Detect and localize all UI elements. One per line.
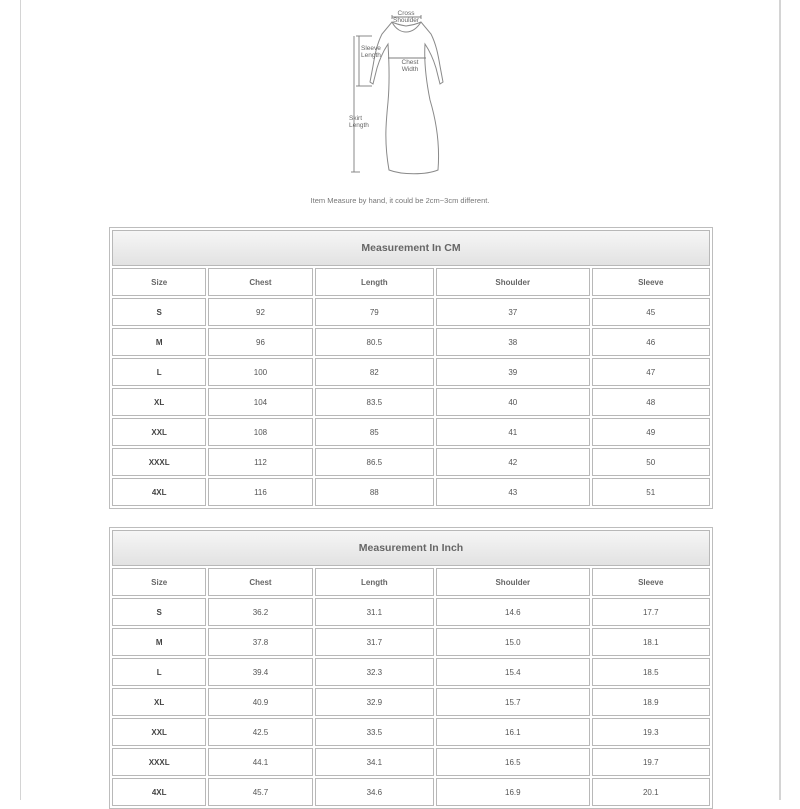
measure-cell: 39.4 xyxy=(208,658,312,686)
size-cell: S xyxy=(112,598,206,626)
measure-cell: 100 xyxy=(208,358,312,386)
measurement-note: Item Measure by hand, it could be 2cm~3cm different. xyxy=(310,196,490,205)
measure-cell: 15.7 xyxy=(436,688,590,716)
measure-cell: 104 xyxy=(208,388,312,416)
measure-cell: 32.9 xyxy=(315,688,434,716)
table-row xyxy=(112,748,710,776)
measure-cell: 33.5 xyxy=(315,718,434,746)
page-border-right xyxy=(779,0,781,800)
column-header: Sleeve xyxy=(592,568,710,596)
measure-cell: 40 xyxy=(436,388,590,416)
label-skirt-length-line1: Skirt xyxy=(349,115,362,122)
table-row xyxy=(112,388,710,416)
measure-cell: 41 xyxy=(436,418,590,446)
measure-cell: 37 xyxy=(436,298,590,326)
column-header: Size xyxy=(112,268,206,296)
measure-cell: 14.6 xyxy=(436,598,590,626)
size-cell: S xyxy=(112,298,206,326)
measure-cell: 45.7 xyxy=(208,778,312,806)
table-row xyxy=(112,688,710,716)
table-row xyxy=(112,328,710,356)
measure-cell: 16.1 xyxy=(436,718,590,746)
measure-cell: 31.7 xyxy=(315,628,434,656)
measure-cell: 20.1 xyxy=(592,778,710,806)
measure-cell: 19.3 xyxy=(592,718,710,746)
measurement-table-inch xyxy=(109,527,713,809)
measure-cell: 16.5 xyxy=(436,748,590,776)
label-sleeve-length-line1: Sleeve xyxy=(361,45,381,52)
column-header: Size xyxy=(112,568,206,596)
measure-cell: 34.1 xyxy=(315,748,434,776)
measure-cell: 18.9 xyxy=(592,688,710,716)
measure-cell: 80.5 xyxy=(315,328,434,356)
measure-cell: 31.1 xyxy=(315,598,434,626)
table-row xyxy=(112,418,710,446)
label-sleeve-length-line2: Length xyxy=(361,52,381,59)
measure-cell: 86.5 xyxy=(315,448,434,476)
measure-cell: 96 xyxy=(208,328,312,356)
measure-cell: 38 xyxy=(436,328,590,356)
table-row xyxy=(112,478,710,506)
measure-cell: 17.7 xyxy=(592,598,710,626)
label-cross-shoulder-line1: Cross xyxy=(397,10,415,17)
table-row xyxy=(112,358,710,386)
column-header: Length xyxy=(315,568,434,596)
measure-cell: 36.2 xyxy=(208,598,312,626)
size-cell: XL xyxy=(112,388,206,416)
measure-cell: 108 xyxy=(208,418,312,446)
table-header-row xyxy=(112,268,710,296)
size-cell: 4XL xyxy=(112,478,206,506)
measure-cell: 32.3 xyxy=(315,658,434,686)
measurement-table-cm xyxy=(109,227,713,509)
measure-cell: 47 xyxy=(592,358,710,386)
measure-cell: 116 xyxy=(208,478,312,506)
measure-cell: 42.5 xyxy=(208,718,312,746)
measure-cell: 82 xyxy=(315,358,434,386)
measure-cell: 112 xyxy=(208,448,312,476)
measure-cell: 50 xyxy=(592,448,710,476)
table-title: Measurement In Inch xyxy=(112,530,710,566)
table-row xyxy=(112,778,710,806)
size-cell: XL xyxy=(112,688,206,716)
table-row xyxy=(112,658,710,686)
measure-cell: 18.5 xyxy=(592,658,710,686)
measure-cell: 49 xyxy=(592,418,710,446)
measure-cell: 46 xyxy=(592,328,710,356)
label-skirt-length-line2: Length xyxy=(349,122,369,129)
measure-cell: 34.6 xyxy=(315,778,434,806)
size-cell: XXXL xyxy=(112,448,206,476)
size-cell: L xyxy=(112,358,206,386)
size-cell: XXL xyxy=(112,718,206,746)
measure-cell: 15.0 xyxy=(436,628,590,656)
table-row xyxy=(112,298,710,326)
measure-cell: 45 xyxy=(592,298,710,326)
measure-cell: 51 xyxy=(592,478,710,506)
label-chest-width-line2: Width xyxy=(401,66,419,73)
measure-cell: 48 xyxy=(592,388,710,416)
column-header: Length xyxy=(315,268,434,296)
measure-cell: 15.4 xyxy=(436,658,590,686)
size-cell: XXL xyxy=(112,418,206,446)
table-row xyxy=(112,448,710,476)
size-cell: M xyxy=(112,328,206,356)
measure-cell: 44.1 xyxy=(208,748,312,776)
table-title: Measurement In CM xyxy=(112,230,710,266)
column-header: Chest xyxy=(208,568,312,596)
measure-cell: 40.9 xyxy=(208,688,312,716)
table-row xyxy=(112,628,710,656)
size-cell: 4XL xyxy=(112,778,206,806)
label-cross-shoulder-line2: Shoulder xyxy=(392,17,420,24)
table-row xyxy=(112,598,710,626)
measure-cell: 37.8 xyxy=(208,628,312,656)
column-header: Chest xyxy=(208,268,312,296)
column-header: Shoulder xyxy=(436,568,590,596)
measure-cell: 79 xyxy=(315,298,434,326)
column-header: Sleeve xyxy=(592,268,710,296)
measure-cell: 18.1 xyxy=(592,628,710,656)
measure-cell: 85 xyxy=(315,418,434,446)
table-row xyxy=(112,718,710,746)
dress-measurement-diagram xyxy=(330,0,480,190)
measure-cell: 39 xyxy=(436,358,590,386)
measure-cell: 92 xyxy=(208,298,312,326)
column-header: Shoulder xyxy=(436,268,590,296)
measure-cell: 43 xyxy=(436,478,590,506)
label-chest-width-line1: Chest xyxy=(401,59,419,66)
measure-cell: 42 xyxy=(436,448,590,476)
table-header-row xyxy=(112,568,710,596)
measure-labels xyxy=(349,10,420,129)
size-cell: XXXL xyxy=(112,748,206,776)
measure-cell: 19.7 xyxy=(592,748,710,776)
size-cell: L xyxy=(112,658,206,686)
page-border-left xyxy=(20,0,21,800)
measure-cell: 88 xyxy=(315,478,434,506)
dress-outline-icon xyxy=(370,22,443,174)
size-cell: M xyxy=(112,628,206,656)
measure-cell: 16.9 xyxy=(436,778,590,806)
measure-cell: 83.5 xyxy=(315,388,434,416)
